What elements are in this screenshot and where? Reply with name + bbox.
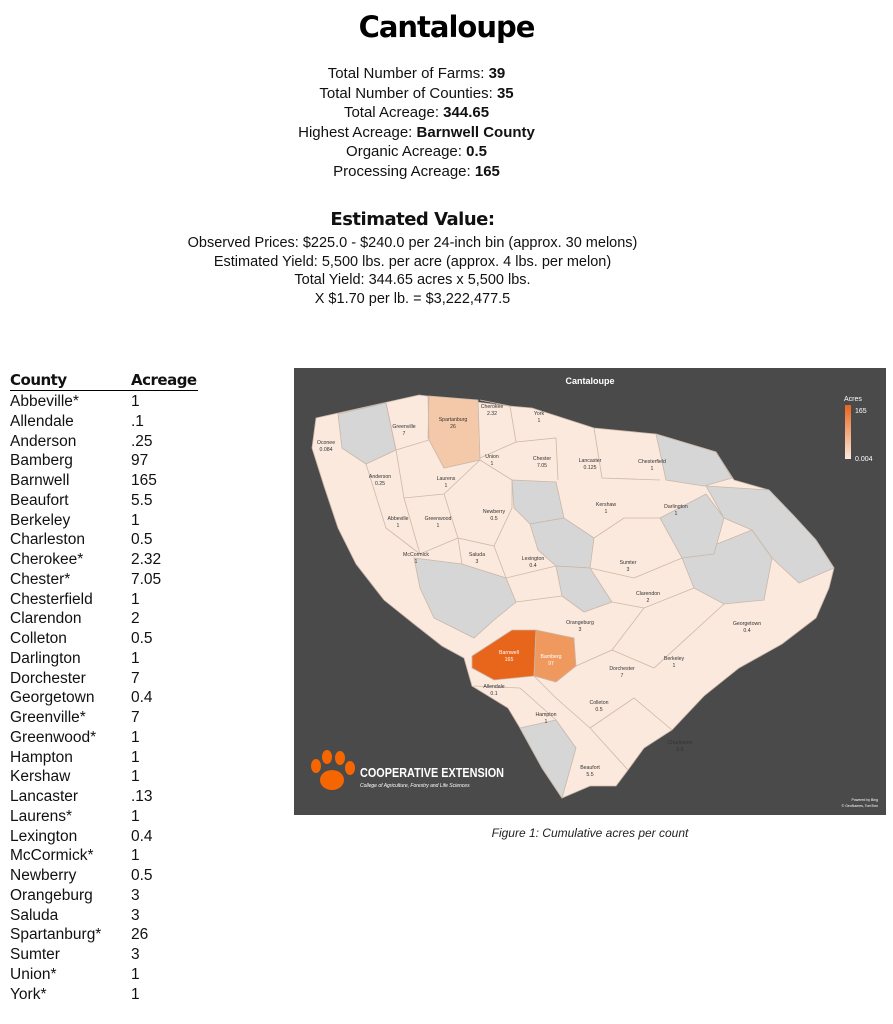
table-row (10, 965, 210, 985)
map-county-value: 1 (414, 559, 418, 565)
county-acreage: 1 (131, 847, 140, 865)
table-row (10, 886, 210, 906)
map-county-label: McCormick (403, 552, 429, 558)
county-name: Orangeburg (10, 886, 93, 904)
table-row (10, 609, 210, 629)
county-acreage: 3 (131, 946, 140, 963)
county-name: Barnwell (10, 472, 70, 489)
map-county-label: Bamberg (540, 654, 562, 660)
map-county-label: Sumter (619, 560, 637, 566)
map-county-label: Cherokee (480, 404, 504, 410)
map-county-value: 1 (444, 483, 448, 489)
map-county-value: 7.05 (536, 463, 548, 469)
map-county-value: 3 (578, 627, 582, 633)
page-title: Cantaloupe (358, 10, 535, 44)
county-acreage: 1 (131, 728, 140, 746)
map-county-value: 2 (646, 598, 650, 604)
county-acreage: 1 (131, 965, 140, 983)
table-row (10, 451, 210, 471)
county-acreage: 165 (131, 472, 157, 489)
county-name: Georgetown (10, 689, 95, 707)
map-county-value: 5.5 (586, 772, 594, 778)
county-acreage: 5.5 (131, 491, 153, 509)
county-acreage: 1 (131, 807, 140, 825)
table-row (10, 550, 210, 570)
estimated-value-text (0, 234, 825, 308)
map-county-value: 3 (475, 559, 479, 565)
county-acreage: 7.05 (131, 570, 162, 588)
county-acreage: 1 (131, 748, 140, 766)
table-row (10, 846, 210, 866)
map-county-label: Greenwood (424, 516, 452, 522)
map-county-label: Berkeley (663, 656, 685, 662)
table-row (10, 945, 210, 965)
stat-processing-acreage: Processing Acreage: 165 (333, 162, 500, 180)
map-county-value: 0.5 (676, 747, 684, 753)
table-row (10, 392, 210, 412)
map-county-label: Lexington (521, 556, 545, 562)
table-row (10, 570, 210, 590)
map-regions (312, 395, 834, 798)
legend-max: 165 (855, 408, 867, 415)
county-name: York* (10, 985, 47, 1003)
county-name: Abbeville* (10, 393, 79, 410)
table-row (10, 827, 210, 847)
map-county-value: 0.1 (490, 691, 498, 697)
estimated-yield: Estimated Yield: 5,500 lbs. per acre (approx. 4 lbs. per melon) (213, 253, 612, 270)
table-row (10, 767, 210, 787)
figure-caption: Figure 1: Cumulative acres per count (491, 826, 689, 840)
stat-total-acreage: Total Acreage: 344.65 (343, 104, 490, 122)
map-county-value: 1 (674, 511, 678, 517)
map-county-label: Laurens (436, 476, 456, 482)
county-name: Kershaw (10, 768, 71, 786)
county-name: McCormick* (10, 847, 94, 865)
map-county-value: 1 (650, 466, 654, 472)
county-acreage: .1 (131, 412, 144, 430)
table-row (10, 432, 210, 452)
table-row (10, 688, 210, 708)
map-county-label: Kershaw (595, 502, 617, 508)
map-county-value: 1 (544, 719, 548, 725)
map-county-value: 2.32 (486, 411, 498, 417)
map-county-label: Orangeburg (566, 620, 594, 626)
county-name: Allendale (10, 412, 74, 430)
county-name: Darlington (10, 649, 81, 667)
county-table (10, 392, 210, 1004)
map-county-value: 0.4 (529, 563, 537, 569)
table-row (10, 649, 210, 669)
table-row (10, 748, 210, 768)
map-county-value: 1 (672, 663, 676, 669)
map-county-label: Spartanburg (438, 417, 468, 423)
county-name: Greenwood* (10, 728, 97, 746)
map-county-label: York (533, 411, 545, 417)
county-acreage: 3 (131, 886, 140, 904)
map-county-value: 1 (490, 461, 494, 467)
county-acreage: 0.5 (131, 531, 153, 549)
map-county-label: Lancaster (578, 458, 602, 464)
stat-highest-acreage: Highest Acreage: Barnwell County (298, 123, 535, 141)
logo-text: COOPERATIVE EXTENSION (360, 765, 504, 780)
county-acreage: 1 (131, 649, 140, 667)
county-acreage: 7 (131, 709, 140, 726)
map-county-label: Union (485, 454, 499, 460)
summary-stats (0, 64, 833, 182)
map-county-label: Saluda (468, 552, 486, 558)
table-row (10, 906, 210, 926)
county-name: Anderson (10, 432, 77, 450)
table-row (10, 728, 210, 748)
logo-subtext: College of Agriculture, Forestry and Life Sciences (360, 783, 470, 789)
table-row (10, 866, 210, 886)
table-row (10, 985, 210, 1005)
county-name: Dorchester (10, 669, 86, 687)
map-county-value: 0.5 (490, 516, 498, 522)
table-row (10, 530, 210, 550)
map-county-label: Beaufort (580, 765, 600, 771)
map-county-label: Greenville (392, 424, 416, 430)
county-acreage: 2 (131, 610, 140, 628)
map-county-label: Dorchester (609, 666, 635, 672)
county-acreage: 0.5 (131, 867, 153, 884)
col-acreage-header: Acreage (131, 371, 197, 389)
map-county-label: Colleton (589, 700, 609, 706)
table-row (10, 708, 210, 728)
table-header (10, 371, 198, 391)
table-row (10, 787, 210, 807)
county-name: Newberry (10, 867, 77, 884)
county-name: Hampton (10, 748, 73, 766)
table-row (10, 925, 210, 945)
map-county-value: 0.25 (374, 481, 386, 487)
map-county-label: Newberry (482, 509, 506, 515)
map-county-value: 0.5 (595, 707, 603, 713)
map-county-value: 3 (626, 567, 630, 573)
county-acreage: .13 (131, 788, 153, 805)
table-row (10, 471, 210, 491)
county-name: Charleston (10, 531, 85, 549)
map-county-value: 0.084 (319, 447, 333, 453)
map-county-value: 1 (537, 418, 541, 424)
map-county-value: 7 (620, 673, 624, 679)
county-acreage: 0.4 (131, 827, 153, 845)
county-acreage: 0.4 (131, 689, 153, 707)
map-county-label: Clarendon (636, 591, 660, 597)
col-county-header: County (10, 371, 67, 389)
county-name: Berkeley (10, 511, 71, 529)
county-acreage: 1 (131, 393, 140, 410)
county-name: Greenville* (10, 709, 86, 726)
county-name: Lexington (10, 827, 78, 845)
map-county-label: Allendale (483, 684, 505, 690)
county-name: Colleton (10, 630, 67, 647)
county-acreage: .25 (131, 432, 153, 450)
table-row (10, 491, 210, 511)
map-county-value: 1 (396, 523, 400, 529)
table-row (10, 412, 210, 432)
county-name: Bamberg (10, 452, 73, 470)
map-county-label: Anderson (368, 474, 392, 480)
table-row (10, 590, 210, 610)
paw-icon (311, 750, 355, 790)
county-map (294, 368, 886, 815)
county-name: Chesterfield (10, 590, 93, 608)
county-acreage: 2.32 (131, 551, 162, 568)
stat-organic-acreage: Organic Acreage: 0.5 (346, 143, 487, 161)
county-name: Sumter (10, 946, 60, 963)
map-county-value: 165 (504, 657, 514, 663)
county-acreage: 3 (131, 906, 140, 924)
county-acreage: 0.5 (131, 630, 153, 647)
map-county-value: 7 (402, 431, 406, 437)
map-credit-geonames: © GeoNames, TomTom (841, 804, 878, 808)
county-name: Cherokee* (10, 551, 84, 568)
map-county-label: Hampton (535, 712, 557, 718)
extension-logo (311, 750, 504, 790)
map-county-label: Chesterfield (638, 459, 666, 465)
estimated-value-heading: Estimated Value: (330, 209, 495, 230)
county-acreage: 1 (131, 590, 140, 608)
county-name: Union* (10, 965, 57, 983)
county-name: Beaufort (10, 491, 69, 509)
map-legend (844, 396, 873, 463)
map-county-value: 26 (450, 424, 456, 430)
table-row (10, 669, 210, 689)
legend-title: Acres (844, 396, 862, 403)
table-row (10, 807, 210, 827)
county-name: Saluda (10, 906, 59, 924)
county-name: Chester* (10, 570, 71, 588)
map-county-label: Abbeville (387, 516, 409, 522)
county-name: Spartanburg* (10, 926, 102, 944)
legend-min: 0.004 (855, 456, 873, 463)
map-county-label: Barnwell (499, 650, 519, 656)
county-acreage: 7 (131, 669, 140, 687)
map-county-label: Charleston (667, 740, 693, 746)
county-name: Clarendon (10, 610, 82, 628)
total-value: X $1.70 per lb. = $3,222,477.5 (314, 290, 511, 307)
map-county-label: Chester (532, 456, 552, 462)
map-county-label: Darlington (664, 504, 688, 510)
county-name: Lancaster (10, 788, 79, 805)
total-yield: Total Yield: 344.65 acres x 5,500 lbs. (294, 272, 531, 288)
county-name: Laurens* (10, 807, 73, 825)
county-acreage: 26 (131, 926, 149, 944)
map-county-label: Georgetown (732, 621, 762, 627)
map-county-value: 1 (436, 523, 440, 529)
county-acreage: 97 (131, 452, 149, 470)
stat-farms: Total Number of Farms: 39 (327, 65, 506, 82)
observed-prices: Observed Prices: $225.0 - $240.0 per 24-inch bin (approx. 30 melons) (187, 235, 638, 251)
map-county-value: 1 (604, 509, 608, 515)
stat-counties: Total Number of Counties: 35 (319, 84, 514, 102)
map-county-label: Oconee (316, 440, 336, 446)
map-county-value: 97 (548, 661, 554, 667)
table-row (10, 511, 210, 531)
map-county-value: 0.125 (583, 465, 597, 471)
county-acreage: 1 (131, 511, 140, 529)
map-title: Cantaloupe (565, 376, 615, 386)
county-acreage: 1 (131, 768, 140, 786)
region-lee-marlboro (656, 434, 732, 486)
county-acreage: 1 (131, 985, 140, 1003)
table-row (10, 629, 210, 649)
map-credit-bing: Powered by Bing (851, 798, 878, 802)
map-county-value: 0.4 (743, 628, 751, 634)
